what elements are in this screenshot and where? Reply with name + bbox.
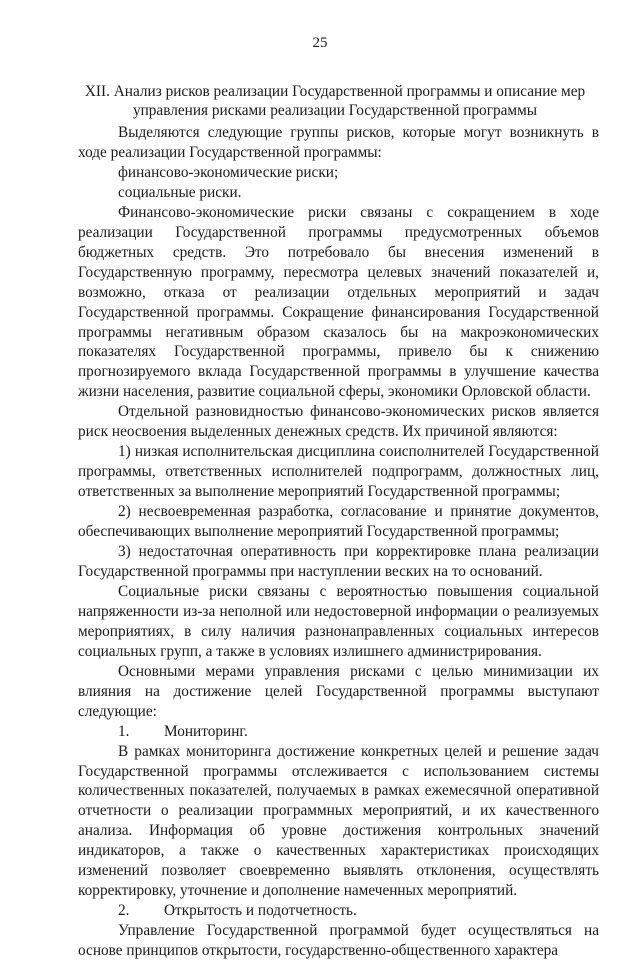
list-item-cause-1: 1) низкая исполнительская дисциплина соисполнителей Государственной программы, ответственных исполнителей подпрограмм, должностных лиц, ответственных за выполнение мероприятий Государственной программы;	[78, 443, 599, 501]
paragraph-risk-measures: Основными мерами управления рисками с целью минимизации их влияния на достижение целей Государственной программы выступают следующие:	[78, 662, 599, 720]
section-heading-line-1: XII. Анализ рисков реализации Государственной программы и описание мер	[84, 83, 586, 100]
list-item-cause-2: 2) несвоевременная разработка, согласование и принятие документов, обеспечивающих выполнение мероприятий Государственной программы;	[78, 503, 599, 541]
list-item-cause-3: 3) недостаточная оперативность при корректировке плана реализации Государственной программы при наступлении веских на то оснований.	[78, 543, 599, 580]
list-item-social-risks: социальные риски.	[118, 183, 242, 201]
paragraph-risk-groups-intro: Выделяются следующие группы рисков, которые могут возникнуть в ходе реализации Государственной программы:	[78, 124, 599, 161]
paragraph-financial-risks: Финансово-экономические риски связаны с сокращением в ходе реализации Государственной программы предусмотренных объемов бюджетных средств. Это потребовало бы внесения изменений в Государственную программу, пересмотра целевых значений показателей и, возможно, отказа от реализации отдельных мероприятий и задач Государственной программы. Сокращение финансирования Государственной программы негативным образом сказалось бы на макроэкономических показателях Государственной программы, привело бы к снижению прогнозируемого вклада Государственной программы в улучшение качества жизни населения, развитие социальной сферы, экономики Орловской области.	[78, 203, 599, 401]
section-heading	[70, 82, 600, 120]
paragraph-social-risks: Социальные риски связаны с вероятностью повышения социальной напряженности из-за неполной или недостоверной информации о реализуемых мероприятиях, в силу наличия разнонаправленных социальных интересов социальных групп, а также в условиях излишнего администрирования.	[78, 582, 599, 660]
section-heading-line-2: управления рисками реализации Государственной программы	[132, 102, 538, 119]
numbered-item-label: Открытость и подотчетность.	[164, 902, 357, 920]
numbered-item-monitoring	[78, 722, 599, 742]
numbered-item-openness	[78, 901, 599, 921]
page-number: 25	[312, 35, 328, 51]
paragraph-program-management: Управление Государственной программой будет осуществляться на основе принципов открытости, государственно-общественного характера	[78, 922, 599, 960]
paragraph-monitoring: В рамках мониторинга достижение конкретных целей и решение задач Государственной программы отслеживается с использованием системы количественных показателей, получаемых в рамках ежемесячной оперативной отчетности о реализации программных мероприятий, и их качественного анализа. Информация об уровне достижения контрольных значений индикаторов, а также о качественных характеристиках происходящих изменений позволяет своевременно выявлять отклонения, осуществлять корректировку, уточнение и дополнение намеченных мероприятий.	[78, 742, 599, 900]
numbered-item-label: Мониторинг.	[164, 722, 248, 740]
list-item-financial-risks: финансово-экономические риски;	[118, 163, 339, 181]
paragraph-funds-risk: Отдельной разновидностью финансово-экономических рисков является риск неосвоения выделенных денежных средств. Их причиной являются:	[78, 403, 599, 441]
numbered-item-marker: 2.	[118, 902, 130, 920]
numbered-item-marker: 1.	[118, 722, 130, 740]
document-body	[78, 123, 599, 961]
